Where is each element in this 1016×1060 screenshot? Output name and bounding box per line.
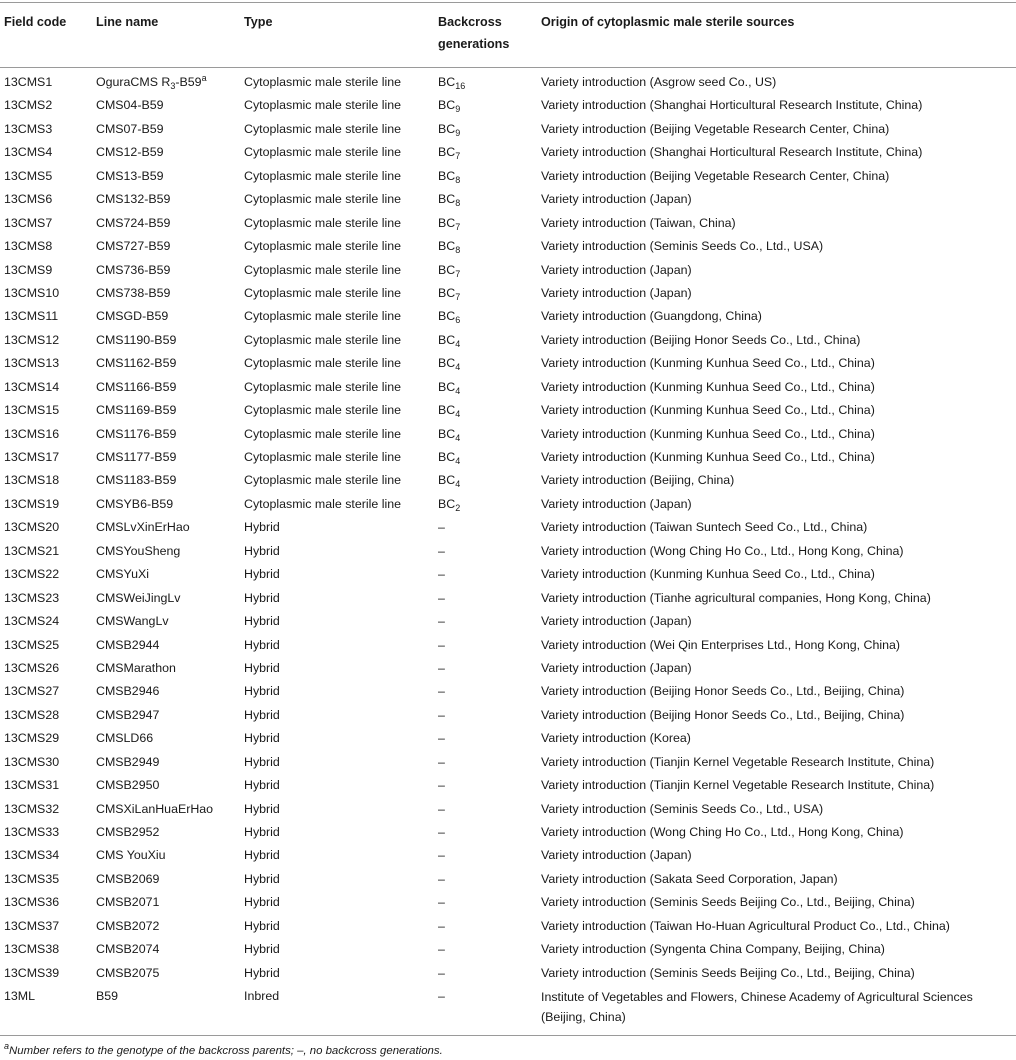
cell-field-code: 13CMS36 — [4, 895, 60, 910]
cell-backcross: $BC_8$ — [438, 168, 461, 185]
cell-field-code: 13CMS16 — [4, 426, 60, 441]
cell-line-name: CMSWangLv — [96, 614, 169, 629]
cell-backcross: – — [438, 801, 445, 816]
cell-type: Hybrid — [244, 918, 280, 933]
cell-type: Cytoplasmic male sterile line — [244, 450, 402, 464]
cell-type: Cytoplasmic male sterile line — [244, 309, 402, 324]
cell-origin: Variety introduction (Wong Ching Ho Co., Ltd., Hong Kong, China) — [541, 543, 904, 558]
cell-type: Hybrid — [244, 778, 280, 793]
cell-origin: Variety introduction (Shanghai Horticultural Research Institute, China) — [541, 145, 923, 160]
cell-line-name: CMSB2952 — [96, 825, 160, 839]
cell-line-name: CMSB2069 — [96, 871, 160, 886]
cell-line-name: CMS1169-B59 — [96, 403, 177, 418]
table-row — [0, 516, 1016, 539]
cell-type: Hybrid — [244, 754, 280, 769]
table-row — [0, 844, 1016, 867]
cell-type: Cytoplasmic male sterile line — [244, 356, 402, 371]
cell-type: Cytoplasmic male sterile line — [244, 75, 402, 89]
cell-origin: Variety introduction (Beijing Honor Seeds Co., Ltd., China) — [541, 332, 861, 347]
cell-backcross: – — [438, 567, 445, 582]
cell-line-name: CMSWeiJingLv — [96, 590, 181, 605]
cell-backcross: – — [438, 543, 445, 558]
cell-line-name: CMSB2074 — [96, 942, 160, 957]
table-row — [0, 938, 1016, 961]
cell-field-code: 13CMS29 — [4, 731, 60, 746]
cell-field-code: 13CMS17 — [4, 450, 60, 464]
cell-type: Hybrid — [244, 660, 280, 675]
cell-origin: Variety introduction (Beijing Honor Seeds Co., Ltd., Beijing, China) — [541, 707, 905, 722]
cell-line-name: CMSMarathon — [96, 660, 176, 675]
cell-line-name: CMSB2075 — [96, 965, 160, 980]
table-row — [0, 259, 1016, 282]
cell-line-name: CMSYB6-B59 — [96, 496, 174, 511]
cell-type: Cytoplasmic male sterile line — [244, 426, 402, 441]
cell-backcross: $BC_4$ — [438, 426, 461, 443]
cell-field-code: 13CMS12 — [4, 332, 60, 347]
table-row — [0, 71, 1016, 94]
cell-field-code: 13CMS5 — [4, 168, 53, 183]
cell-backcross: – — [438, 614, 445, 629]
cell-field-code: 13CMS6 — [4, 192, 53, 207]
cell-line-name: CMSB2950 — [96, 778, 160, 793]
cell-field-code: 13CMS28 — [4, 707, 60, 722]
cell-origin: Variety introduction (Wong Ching Ho Co., Ltd., Hong Kong, China) — [541, 825, 904, 839]
cell-line-name: CMS YouXiu — [96, 848, 166, 863]
cell-field-code: 13CMS4 — [4, 145, 53, 160]
cell-backcross: – — [438, 731, 445, 746]
header-origin: Origin of cytoplasmic male sterile sources — [541, 15, 795, 29]
cell-origin: Variety introduction (Taiwan Ho-Huan Agricultural Product Co., Ltd., China) — [541, 918, 950, 933]
cell-origin: Variety introduction (Japan) — [541, 848, 692, 863]
cell-backcross: $BC_8$ — [438, 239, 461, 256]
cell-origin: Variety introduction (Taiwan, China) — [541, 215, 736, 230]
table-row — [0, 165, 1016, 188]
table-row — [0, 446, 1016, 469]
cell-field-code: 13CMS38 — [4, 942, 60, 957]
cell-type: Hybrid — [244, 965, 280, 980]
cell-field-code: 13CMS8 — [4, 239, 53, 254]
cell-backcross: – — [438, 918, 445, 933]
cell-type: Cytoplasmic male sterile line — [244, 98, 402, 113]
cell-field-code: 13CMS30 — [4, 754, 60, 769]
cell-type: Inbred — [244, 989, 280, 1004]
table-footnote: $^a$Number refers to the genotype of the backcross parents; –, no backcross generations. — [4, 1041, 443, 1057]
cell-origin: Variety introduction (Beijing Vegetable Research Center, China) — [541, 168, 890, 183]
header-field-code: Field code — [4, 15, 67, 29]
cell-line-name: CMS724-B59 — [96, 215, 171, 230]
cell-type: Hybrid — [244, 567, 280, 582]
cell-origin: Variety introduction (Kunming Kunhua Seed Co., Ltd., China) — [541, 356, 875, 371]
cell-type: Cytoplasmic male sterile line — [244, 332, 402, 347]
table-row — [0, 94, 1016, 117]
cell-backcross: – — [438, 778, 445, 793]
cell-field-code: 13CMS39 — [4, 965, 60, 980]
cell-field-code: 13CMS2 — [4, 98, 53, 113]
cell-field-code: 13CMS37 — [4, 918, 60, 933]
header-type: Type — [244, 15, 273, 29]
cell-line-name: CMS738-B59 — [96, 285, 171, 300]
table-row — [0, 634, 1016, 657]
cell-origin: Variety introduction (Kunming Kunhua Seed Co., Ltd., China) — [541, 403, 875, 418]
table-row — [0, 891, 1016, 914]
header-backcross: Backcross generations — [438, 15, 510, 51]
cell-line-name: CMS1177-B59 — [96, 450, 177, 464]
cell-type: Hybrid — [244, 801, 280, 816]
header-line-name: Line name — [96, 15, 159, 29]
cell-type: Cytoplasmic male sterile line — [244, 215, 402, 230]
cell-type: Hybrid — [244, 707, 280, 722]
cell-field-code: 13CMS27 — [4, 684, 60, 699]
cell-origin: Variety introduction (Kunming Kunhua Seed Co., Ltd., China) — [541, 379, 875, 394]
cell-line-name: CMS1183-B59 — [96, 473, 177, 488]
cell-backcross: – — [438, 660, 445, 675]
cell-origin: Variety introduction (Beijing Honor Seeds Co., Ltd., Beijing, China) — [541, 684, 905, 699]
cell-field-code: 13CMS22 — [4, 567, 60, 582]
cell-type: Cytoplasmic male sterile line — [244, 379, 402, 394]
cell-field-code: 13CMS26 — [4, 660, 60, 675]
cell-type: Hybrid — [244, 520, 280, 535]
cell-origin: Variety introduction (Asgrow seed Co., US) — [541, 75, 777, 89]
cell-backcross: $BC_4$ — [438, 473, 461, 490]
cell-field-code: 13CMS1 — [4, 75, 53, 89]
cell-backcross: $BC_4$ — [438, 356, 461, 373]
table-row — [0, 282, 1016, 305]
cell-origin: Variety introduction (Seminis Seeds Beijing Co., Ltd., Beijing, China) — [541, 895, 915, 910]
cell-origin: Variety introduction (Syngenta China Company, Beijing, China) — [541, 942, 885, 957]
cell-origin: Variety introduction (Sakata Seed Corporation, Japan) — [541, 871, 838, 886]
cell-origin: Variety introduction (Seminis Seeds Beijing Co., Ltd., Beijing, China) — [541, 965, 915, 980]
cell-type: Hybrid — [244, 543, 280, 558]
cell-line-name: CMS1176-B59 — [96, 426, 177, 441]
table-row — [0, 118, 1016, 141]
cell-origin: Variety introduction (Tianhe agricultural companies, Hong Kong, China) — [541, 590, 931, 605]
cell-backcross: $BC_8$ — [438, 192, 461, 209]
cell-backcross: $BC_9$ — [438, 121, 461, 138]
cell-origin: Variety introduction (Japan) — [541, 496, 692, 511]
cell-field-code: 13ML — [4, 989, 35, 1004]
cell-type: Cytoplasmic male sterile line — [244, 473, 402, 488]
table-row — [0, 305, 1016, 328]
cell-origin: Variety introduction (Japan) — [541, 262, 692, 277]
table-row — [0, 610, 1016, 633]
cell-origin: Variety introduction (Taiwan Suntech Seed Co., Ltd., China) — [541, 520, 868, 535]
cell-field-code: 13CMS3 — [4, 121, 53, 136]
cell-origin: Variety introduction (Beijing, China) — [541, 473, 735, 488]
table-row — [0, 962, 1016, 985]
cell-origin: Variety introduction (Shanghai Horticultural Research Institute, China) — [541, 98, 923, 113]
cell-backcross: $BC_2$ — [438, 496, 461, 513]
cell-origin: Variety introduction (Wei Qin Enterprises Ltd., Hong Kong, China) — [541, 637, 901, 652]
cell-field-code: 13CMS18 — [4, 473, 60, 488]
cell-field-code: 13CMS14 — [4, 379, 60, 394]
cell-origin: Variety introduction (Beijing Vegetable Research Center, China) — [541, 121, 890, 136]
cell-type: Cytoplasmic male sterile line — [244, 403, 402, 418]
cell-type: Cytoplasmic male sterile line — [244, 239, 402, 254]
cell-field-code: 13CMS19 — [4, 496, 60, 511]
cell-field-code: 13CMS11 — [4, 309, 59, 324]
cell-type: Hybrid — [244, 637, 280, 652]
cell-line-name: CMSLD66 — [96, 731, 154, 746]
cell-origin: Variety introduction (Korea) — [541, 731, 691, 746]
cell-backcross: – — [438, 942, 445, 957]
cell-type: Cytoplasmic male sterile line — [244, 121, 402, 136]
table-row — [0, 751, 1016, 774]
cell-line-name: CMSB2947 — [96, 707, 160, 722]
cell-line-name: CMS1162-B59 — [96, 356, 177, 371]
cell-backcross: – — [438, 754, 445, 769]
cell-line-name: B59 — [96, 989, 119, 1004]
table-row — [0, 188, 1016, 211]
cell-backcross: $BC_7$ — [438, 262, 461, 279]
cell-backcross: – — [438, 825, 445, 839]
cell-line-name: OguraCMS $R_3-B59^a$ — [96, 73, 207, 91]
cell-line-name: CMSB2072 — [96, 918, 160, 933]
cell-origin: Variety introduction (Tianjin Kernel Vegetable Research Institute, China) — [541, 754, 935, 769]
table-row — [0, 141, 1016, 164]
cell-backcross: – — [438, 848, 445, 863]
table-bottom-rule — [0, 1035, 1016, 1036]
cell-backcross: $BC_4$ — [438, 450, 461, 466]
cell-type: Hybrid — [244, 942, 280, 957]
cell-field-code: 13CMS23 — [4, 590, 60, 605]
table-row — [0, 587, 1016, 610]
table-row — [0, 798, 1016, 821]
cell-origin: Variety introduction (Japan) — [541, 660, 692, 675]
cell-field-code: 13CMS9 — [4, 262, 53, 277]
table-row — [0, 727, 1016, 750]
cell-line-name: CMS13-B59 — [96, 168, 164, 183]
cell-field-code: 13CMS15 — [4, 403, 60, 418]
cell-type: Cytoplasmic male sterile line — [244, 262, 402, 277]
table-row — [0, 469, 1016, 492]
cell-line-name: CMS12-B59 — [96, 145, 164, 160]
cell-line-name: CMSB2944 — [96, 637, 160, 652]
cell-line-name: CMSB2946 — [96, 684, 160, 699]
cell-type: Cytoplasmic male sterile line — [244, 496, 402, 511]
table-row — [0, 563, 1016, 586]
table-row — [0, 212, 1016, 235]
table-row — [0, 704, 1016, 727]
table-row — [0, 376, 1016, 399]
table-row — [0, 680, 1016, 703]
cell-backcross: – — [438, 871, 445, 886]
cell-backcross: – — [438, 590, 445, 605]
table-row — [0, 540, 1016, 563]
cell-backcross: $BC_{16}$ — [438, 75, 466, 91]
cell-backcross: – — [438, 989, 445, 1004]
table-row — [0, 774, 1016, 797]
cell-type: Hybrid — [244, 684, 280, 699]
cell-line-name: CMSB2071 — [96, 895, 160, 910]
table-row — [0, 915, 1016, 938]
cell-line-name: CMSGD-B59 — [96, 309, 169, 324]
cell-origin: Variety introduction (Kunming Kunhua Seed Co., Ltd., China) — [541, 426, 875, 441]
cell-origin: Variety introduction (Japan) — [541, 285, 692, 300]
table-row — [0, 985, 1016, 1029]
cell-origin: Variety introduction (Kunming Kunhua Seed Co., Ltd., China) — [541, 450, 875, 464]
cell-backcross: $BC_4$ — [438, 403, 461, 420]
cell-backcross: $BC_7$ — [438, 145, 461, 162]
cell-origin: Variety introduction (Japan) — [541, 192, 692, 207]
table-row — [0, 399, 1016, 422]
cell-line-name: CMSYouSheng — [96, 543, 181, 558]
cell-field-code: 13CMS33 — [4, 825, 60, 839]
cell-field-code: 13CMS24 — [4, 614, 60, 629]
cell-type: Cytoplasmic male sterile line — [244, 145, 402, 160]
table-row — [0, 821, 1016, 844]
cell-line-name: CMS736-B59 — [96, 262, 171, 277]
table-row — [0, 868, 1016, 891]
cell-backcross: – — [438, 637, 445, 652]
cell-field-code: 13CMS25 — [4, 637, 60, 652]
cell-origin: Variety introduction (Seminis Seeds Co., Ltd., USA) — [541, 801, 824, 816]
table-row — [0, 423, 1016, 446]
cell-line-name: CMSLvXinErHao — [96, 520, 190, 535]
cell-backcross: – — [438, 520, 445, 535]
cell-origin: Variety introduction (Seminis Seeds Co., Ltd., USA) — [541, 239, 824, 254]
table-row — [0, 493, 1016, 516]
cell-backcross: $BC_4$ — [438, 332, 461, 349]
table-top-rule — [0, 2, 1016, 3]
cell-field-code: 13CMS10 — [4, 285, 60, 300]
cell-field-code: 13CMS21 — [4, 543, 60, 558]
cell-backcross: – — [438, 707, 445, 722]
table-row — [0, 352, 1016, 375]
cell-field-code: 13CMS31 — [4, 778, 60, 793]
cell-line-name: CMS1190-B59 — [96, 332, 177, 347]
cell-type: Hybrid — [244, 848, 280, 863]
cell-line-name: CMS07-B59 — [96, 121, 164, 136]
cell-type: Hybrid — [244, 895, 280, 910]
cell-type: Hybrid — [244, 614, 280, 629]
cell-line-name: CMS1166-B59 — [96, 379, 177, 394]
table-body — [0, 71, 1016, 1029]
cell-origin: Institute of Vegetables and Flowers, Chinese Academy of Agricultural Sciences (Beijing, China) — [541, 990, 973, 1025]
cell-type: Cytoplasmic male sterile line — [244, 192, 402, 207]
cell-backcross: $BC_4$ — [438, 379, 461, 396]
cell-backcross: – — [438, 684, 445, 699]
table-row — [0, 657, 1016, 680]
cell-field-code: 13CMS20 — [4, 520, 60, 535]
cell-type: Hybrid — [244, 825, 280, 839]
table-row — [0, 329, 1016, 352]
cell-field-code: 13CMS7 — [4, 215, 53, 230]
cell-type: Cytoplasmic male sterile line — [244, 285, 402, 300]
cell-line-name: CMS04-B59 — [96, 98, 164, 113]
table-header-rule — [0, 67, 1016, 68]
cell-origin: Variety introduction (Tianjin Kernel Vegetable Research Institute, China) — [541, 778, 935, 793]
cell-backcross: $BC_6$ — [438, 309, 461, 326]
cell-origin: Variety introduction (Japan) — [541, 614, 692, 629]
cell-line-name: CMSYuXi — [96, 567, 150, 582]
cell-origin: Variety introduction (Guangdong, China) — [541, 309, 762, 324]
cell-origin: Variety introduction (Kunming Kunhua Seed Co., Ltd., China) — [541, 567, 875, 582]
cell-backcross: $BC_9$ — [438, 98, 461, 115]
cell-line-name: CMS727-B59 — [96, 239, 171, 254]
cell-type: Hybrid — [244, 871, 280, 886]
table-row — [0, 235, 1016, 258]
cell-field-code: 13CMS35 — [4, 871, 60, 886]
cell-type: Hybrid — [244, 731, 280, 746]
cell-backcross: – — [438, 965, 445, 980]
cell-backcross: $BC_7$ — [438, 215, 461, 232]
cell-field-code: 13CMS13 — [4, 356, 60, 371]
cell-line-name: CMSXiLanHuaErHao — [96, 801, 214, 816]
cell-line-name: CMS132-B59 — [96, 192, 171, 207]
cell-backcross: – — [438, 895, 445, 910]
cell-line-name: CMSB2949 — [96, 754, 160, 769]
cell-field-code: 13CMS34 — [4, 848, 60, 863]
cell-field-code: 13CMS32 — [4, 801, 60, 816]
cell-type: Hybrid — [244, 590, 280, 605]
cell-backcross: $BC_7$ — [438, 285, 461, 302]
cell-type: Cytoplasmic male sterile line — [244, 168, 402, 183]
